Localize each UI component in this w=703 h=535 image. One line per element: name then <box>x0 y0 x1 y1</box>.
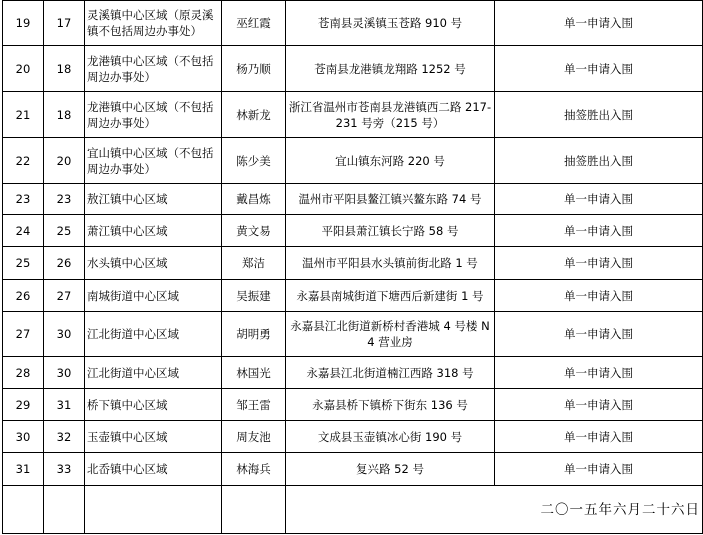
area-name: 水头镇中心区域 <box>85 247 222 280</box>
store-list-table <box>2 0 703 534</box>
address: 温州市平阳县水头镇前街北路 1 号 <box>286 247 495 280</box>
row-number: 30 <box>3 421 44 453</box>
person-name: 杨乃顺 <box>222 46 286 92</box>
person-name: 吴振建 <box>222 280 286 312</box>
table-row <box>3 138 703 184</box>
row-number: 31 <box>3 453 44 486</box>
table-row <box>3 312 703 357</box>
area-code: 17 <box>44 1 85 46</box>
person-name: 陈少美 <box>222 138 286 184</box>
table-row <box>3 46 703 92</box>
person-name: 郑洁 <box>222 247 286 280</box>
area-name: 江北街道中心区域 <box>85 312 222 357</box>
area-name: 灵溪镇中心区域（原灵溪镇不包括周边办事处） <box>85 1 222 46</box>
row-number: 29 <box>3 389 44 421</box>
area-name: 龙港镇中心区域（不包括周边办事处） <box>85 92 222 138</box>
address: 浙江省温州市苍南县龙港镇西二路 217-231 号旁（215 号） <box>286 92 495 138</box>
row-number: 25 <box>3 247 44 280</box>
area-name: 桥下镇中心区域 <box>85 389 222 421</box>
selection-method: 单一申请入围 <box>495 215 703 247</box>
table-row <box>3 389 703 421</box>
address: 温州市平阳县鳌江镇兴鳌东路 74 号 <box>286 184 495 215</box>
address: 平阳县萧江镇长宁路 58 号 <box>286 215 495 247</box>
address: 宜山镇东河路 220 号 <box>286 138 495 184</box>
area-code: 30 <box>44 312 85 357</box>
area-name: 龙港镇中心区域（不包括周边办事处） <box>85 46 222 92</box>
table-row <box>3 247 703 280</box>
area-name: 北岙镇中心区域 <box>85 453 222 486</box>
selection-method: 抽签胜出入围 <box>495 92 703 138</box>
row-number: 23 <box>3 184 44 215</box>
table-row <box>3 184 703 215</box>
address: 苍南县龙港镇龙翔路 1252 号 <box>286 46 495 92</box>
selection-method: 单一申请入围 <box>495 184 703 215</box>
area-name: 敖江镇中心区域 <box>85 184 222 215</box>
footer-row <box>3 486 703 534</box>
empty-cell <box>222 486 286 534</box>
row-number: 21 <box>3 92 44 138</box>
selection-method: 单一申请入围 <box>495 421 703 453</box>
empty-cell <box>44 486 85 534</box>
selection-method: 单一申请入围 <box>495 1 703 46</box>
address: 永嘉县南城街道下塘西后新建街 1 号 <box>286 280 495 312</box>
table-row <box>3 357 703 389</box>
area-code: 26 <box>44 247 85 280</box>
person-name: 戴昌炼 <box>222 184 286 215</box>
person-name: 林国光 <box>222 357 286 389</box>
address: 永嘉县江北街道楠江西路 318 号 <box>286 357 495 389</box>
selection-method: 单一申请入围 <box>495 247 703 280</box>
selection-method: 单一申请入围 <box>495 389 703 421</box>
selection-method: 单一申请入围 <box>495 46 703 92</box>
table-row <box>3 92 703 138</box>
person-name: 邹王雷 <box>222 389 286 421</box>
area-code: 18 <box>44 92 85 138</box>
area-name: 宜山镇中心区域（不包括周边办事处） <box>85 138 222 184</box>
selection-method: 单一申请入围 <box>495 312 703 357</box>
selection-method: 单一申请入围 <box>495 357 703 389</box>
person-name: 林海兵 <box>222 453 286 486</box>
area-code: 27 <box>44 280 85 312</box>
area-code: 23 <box>44 184 85 215</box>
area-name: 南城街道中心区域 <box>85 280 222 312</box>
area-code: 20 <box>44 138 85 184</box>
row-number: 24 <box>3 215 44 247</box>
table-row <box>3 1 703 46</box>
address: 苍南县灵溪镇玉苍路 910 号 <box>286 1 495 46</box>
area-code: 25 <box>44 215 85 247</box>
empty-cell <box>3 486 44 534</box>
table-row <box>3 280 703 312</box>
area-code: 18 <box>44 46 85 92</box>
document-date: 二〇一五年六月二十六日 <box>286 486 703 534</box>
address: 复兴路 52 号 <box>286 453 495 486</box>
area-name: 玉壶镇中心区域 <box>85 421 222 453</box>
row-number: 20 <box>3 46 44 92</box>
address: 文成县玉壶镇冰心街 190 号 <box>286 421 495 453</box>
table-row <box>3 421 703 453</box>
row-number: 22 <box>3 138 44 184</box>
person-name: 周友池 <box>222 421 286 453</box>
table-row <box>3 453 703 486</box>
selection-method: 单一申请入围 <box>495 280 703 312</box>
person-name: 林新龙 <box>222 92 286 138</box>
row-number: 19 <box>3 1 44 46</box>
row-number: 27 <box>3 312 44 357</box>
area-code: 31 <box>44 389 85 421</box>
table-row <box>3 215 703 247</box>
person-name: 巫红霞 <box>222 1 286 46</box>
row-number: 26 <box>3 280 44 312</box>
person-name: 胡明勇 <box>222 312 286 357</box>
area-code: 32 <box>44 421 85 453</box>
address: 永嘉县江北街道新桥村香港城 4 号楼 N4 营业房 <box>286 312 495 357</box>
area-name: 萧江镇中心区域 <box>85 215 222 247</box>
row-number: 28 <box>3 357 44 389</box>
area-name: 江北街道中心区域 <box>85 357 222 389</box>
selection-method: 单一申请入围 <box>495 453 703 486</box>
person-name: 黄文易 <box>222 215 286 247</box>
empty-cell <box>85 486 222 534</box>
area-code: 30 <box>44 357 85 389</box>
area-code: 33 <box>44 453 85 486</box>
address: 永嘉县桥下镇桥下街东 136 号 <box>286 389 495 421</box>
selection-method: 抽签胜出入围 <box>495 138 703 184</box>
